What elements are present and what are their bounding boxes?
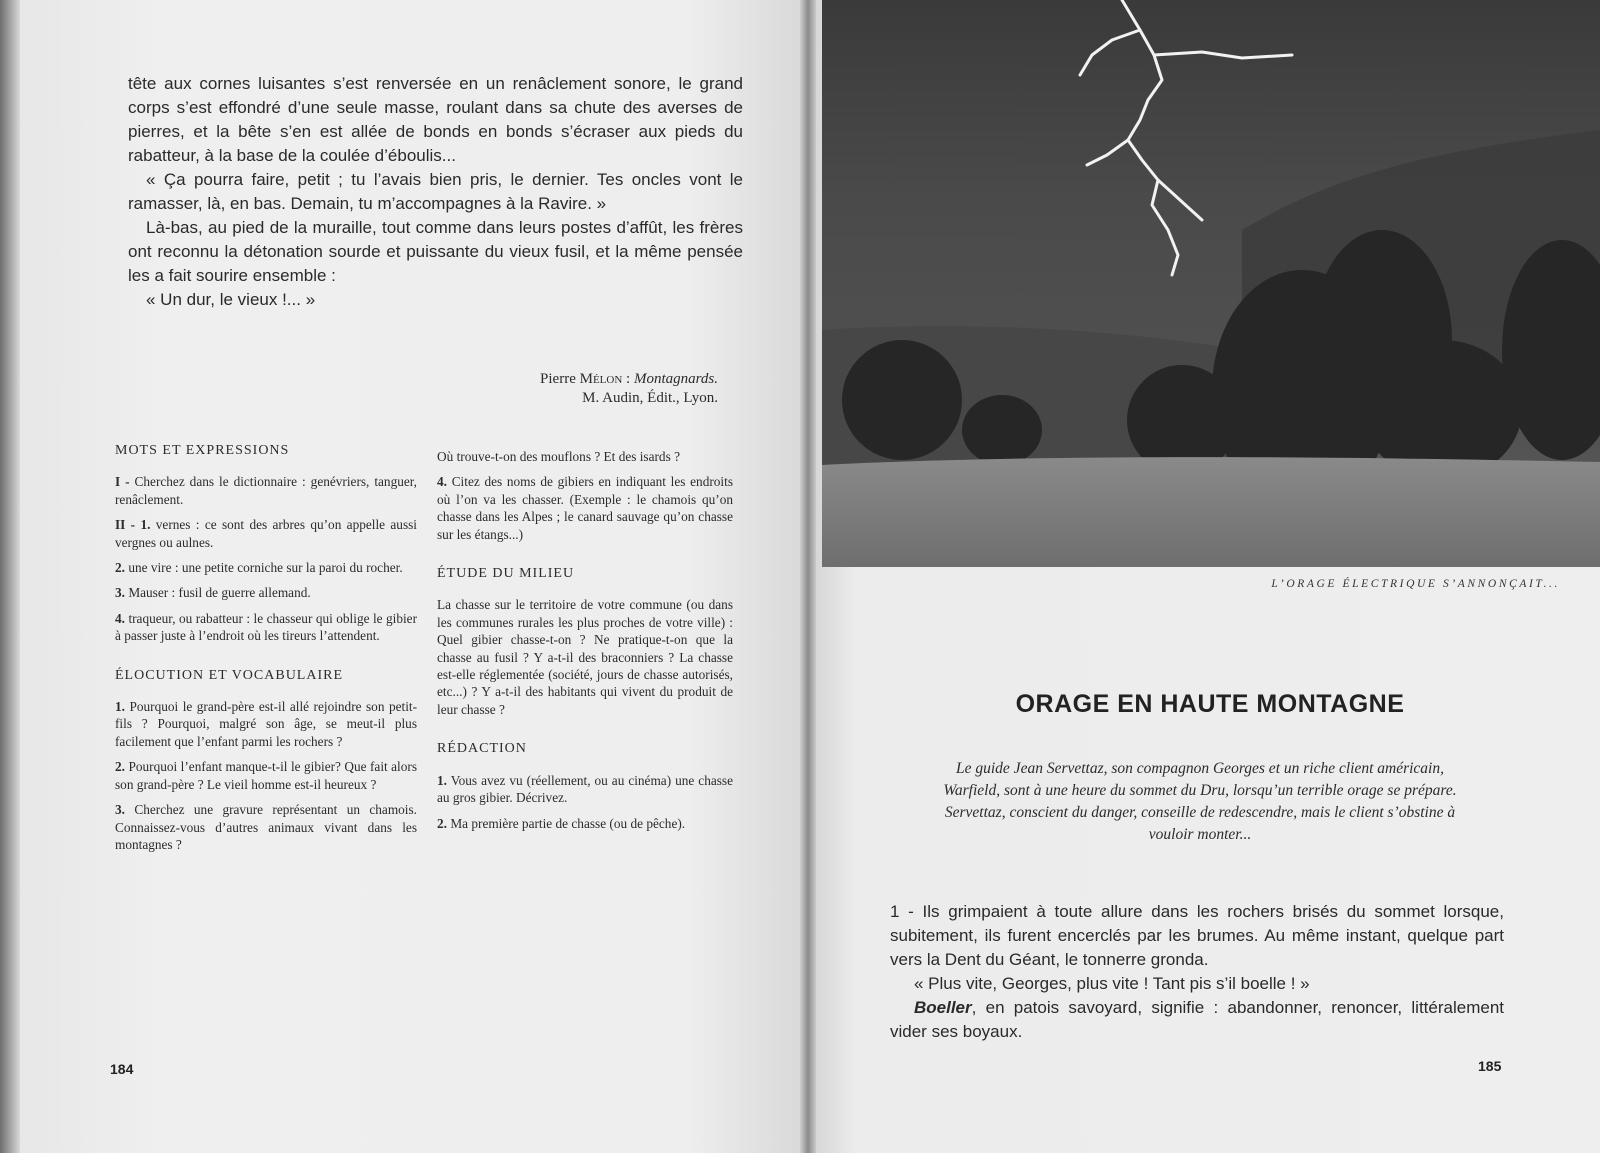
exercise-item: 4. Citez des noms de gibiers en indiquant les endroits où l’on va les chasser. (Exemple : le chamois qu’on chasse dans les Alpes ; le canard sauvage qu’on chasse sur les étangs...) (437, 474, 733, 542)
publisher: M. Audin, Édit., Lyon. (582, 390, 718, 406)
note-term: Boeller (914, 998, 972, 1017)
exercise-item: 3. Cherchez une gravure représentant un chamois. Connaissez-vous d’autres animaux vivant dans les montagnes ? (115, 802, 418, 852)
storm-lightning-photo (822, 0, 1600, 567)
note-text: , en patois savoyard, signifie : abandonner, renoncer, littéralement vider ses boyaux. (890, 998, 1504, 1041)
section-heading-etude: ÉTUDE DU MILIEU (437, 566, 575, 582)
source-attribution (440, 370, 718, 408)
book-gutter (800, 0, 816, 1153)
section-heading-mots: MOTS ET EXPRESSIONS (115, 443, 290, 458)
exercise-item: 1. Pourquoi le grand-père est-il allé rejoindre son petit-fils ? Pourquoi, malgré son âge, se meut-il plus facilement que l’enfant parmi les rochers ? (115, 699, 418, 749)
exercise-item: II - 1. vernes : ce sont des arbres qu’on appelle aussi vergnes ou aulnes. (115, 517, 417, 550)
prose-paragraph: tête aux cornes luisantes s’est renversée en un renâclement sonore, le grand corps s’est effondré d’une seule masse, roulant dans sa chute des averses de pierres, et la bête s’en est allée de bonds en bonds s’écraser aux pieds du rabatteur, à la base de la coulée d’éboulis... (128, 74, 743, 165)
etude-text: La chasse sur le territoire de votre commune (ou dans les communes rurales les plus proches de votre ville) : Quel gibier chasse-t-on ? Ne pratique-t-on que la chasse au fusil ? Y a-t-il des braconniers ? La chasse est-elle réglementée (société, jours de chasse autorisés, etc...) ? Y a-t-il des habitants qui vivent du produit de leur chasse ? (437, 597, 733, 717)
photo-caption: L’ORAGE ÉLECTRIQUE S’ANNONÇAIT... (1271, 578, 1560, 590)
exercise-item: 3. Mauser : fusil de guerre allemand. (115, 585, 311, 601)
chapter-title: ORAGE EN HAUTE MONTAGNE (1015, 690, 1405, 718)
attribution-separator: : (622, 371, 634, 387)
exercise-item: 2. une vire : une petite corniche sur la paroi du rocher. (115, 560, 403, 576)
exercises-column-right (437, 448, 733, 840)
dialogue-quote: « Plus vite, Georges, plus vite ! Tant pis s’il boelle ! » (914, 974, 1310, 993)
author-last-name: Mélon (579, 371, 623, 387)
exercise-item: 1. Vous avez vu (réellement, ou au cinéma) une chasse au gros gibier. Décrivez. (437, 772, 733, 806)
exercise-item: 2. Pourquoi l’enfant manque-t-il le gibier? Que fait alors son grand-père ? Le vieil homme est-il heureux ? (115, 759, 418, 792)
exercise-item: 2. Ma première partie de chasse (ou de pêche). (437, 815, 686, 831)
page-number-right: 185 (1478, 1058, 1502, 1074)
chapter-body (890, 900, 1504, 1044)
chapter-intro: Le guide Jean Servettaz, son compagnon Georges et un riche client américain, Warfield, sont à une heure du sommet du Dru, lorsqu’un terrible orage se prépare. Servettaz, conscient du danger, conseille de redescendre, mais le client s’obstine à vouloir monter... (943, 760, 1457, 843)
body-paragraph: 1 - Ils grimpaient à toute allure dans les rochers brisés du sommet lorsque, subitement, ils furent encerclés par les brumes. Au même instant, quelque part vers la Dent du Géant, le tonnerre gronda. (890, 902, 1504, 969)
exercise-item: I - Cherchez dans le dictionnaire : genévriers, tanguer, renâclement. (115, 474, 417, 507)
work-title: Montagnards. (633, 371, 718, 387)
prose-paragraph: « Ça pourra faire, petit ; tu l’avais bien pris, le dernier. Tes oncles vont le ramasser, là, en bas. Demain, tu m’accompagnes à la Ravire. » (128, 170, 743, 213)
page-number-left: 184 (110, 1061, 134, 1077)
exercise-item: Où trouve-t-on des mouflons ? Et des isards ? (437, 449, 680, 464)
exercises-column-left (115, 442, 417, 861)
section-heading-redaction: RÉDACTION (437, 741, 527, 757)
prose-paragraph: Là-bas, au pied de la muraille, tout comme dans leurs postes d’affût, les frères ont reconnu la détonation sourde et puissante du vieux fusil, et la même pensée les a fait sourire ensemble : (128, 218, 743, 285)
book-edge-shadow (0, 0, 20, 1153)
author-first-name: Pierre (540, 371, 576, 387)
story-continuation (128, 72, 743, 312)
section-heading-elocution: ÉLOCUTION ET VOCABULAIRE (115, 667, 344, 683)
exercise-item: 4. traqueur, ou rabatteur : le chasseur qui oblige le gibier à passer juste à l’endroit où les tireurs l’attendent. (115, 610, 417, 644)
prose-paragraph: « Un dur, le vieux !... » (146, 290, 316, 309)
patois-note (890, 996, 1504, 1044)
